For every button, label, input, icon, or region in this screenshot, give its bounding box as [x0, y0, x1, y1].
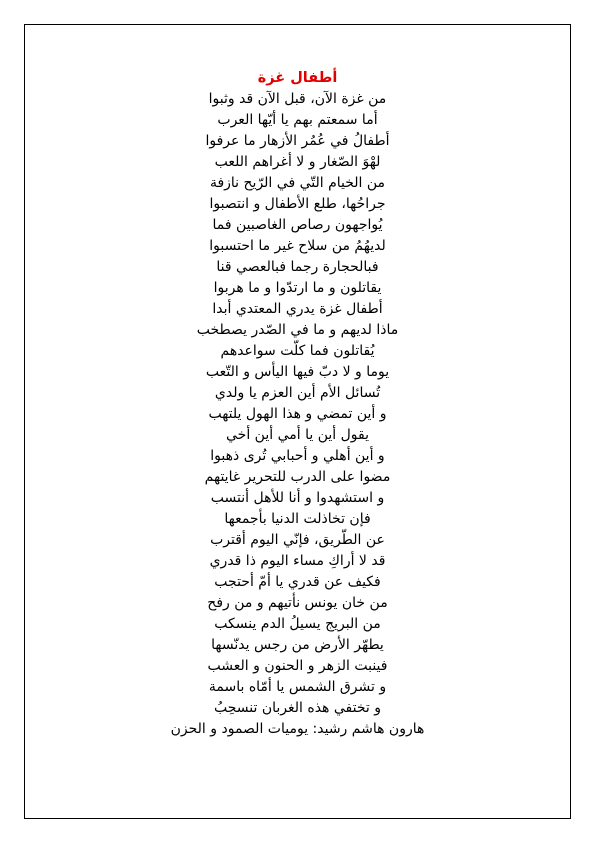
poem-line: لديهُمُ من سلاح غير ما احتسبوا [209, 238, 386, 254]
poem-body [24, 68, 571, 740]
poem-line: من الخيام التّي في الرّيح نازفة [209, 175, 386, 191]
poem-line: مضوا على الدرب للتحرير غايتهم [204, 469, 391, 485]
poem-line: و تختفي هذه الغربان تنسحِبُ [213, 700, 381, 716]
poem-line: و تشرق الشمس يا أمّاه باسمة [208, 679, 387, 695]
poem-line: أطفالُ في عُمُر الأزهار ما عرفوا [205, 133, 390, 149]
poem-line: يقاتلون و ما ارتدّوا و ما هربوا [213, 280, 382, 296]
poem-line: يُواجهون رصاص الغاصبين فما [212, 217, 383, 233]
poem-line: فإن تخاذلت الدنيا بأجمعها [224, 511, 371, 527]
poem-title: أطفال غزة [257, 70, 338, 86]
poem-line: يطهّر الأرض من رجس يدنّسها [211, 637, 384, 653]
poem-line: فكيف عن قدري يا أمّ أحتجب [214, 574, 381, 590]
poem-line: فبالحجارة رجما فبالعصي قنا [216, 259, 379, 275]
poem-line: و أين تمضي و هذا الهول يلتهب [208, 406, 387, 422]
poem-line: و استشهدوا و أنا للأهل أنتسب [210, 490, 385, 506]
poem-line: أطفال غزة يدري المعتدي أبدا [212, 301, 383, 317]
poem-line: من البريج يسيلُ الدم ينسكب [214, 616, 381, 632]
poem-line: يوما و لا دبّ فيها اليأس و التّعب [205, 364, 390, 380]
poem-line: عن الطّريق، فإنّي اليوم أقترب [210, 532, 385, 548]
poem-line: تُسائل الأم أين العزم يا ولدي [214, 385, 381, 401]
poem-line: أما سمعتم بهم يا أيّها العرب [217, 112, 378, 128]
poem-line: يُقاتلون فما كلّت سواعدهم [220, 343, 375, 359]
poem-line: لهْوَ الصّغار و لا أغراهم اللعب [214, 154, 381, 170]
poem-attribution: هارون هاشم رشيد: يوميات الصمود و الحزن [170, 721, 425, 737]
poem-line: من غزة الآن، قبل الآن قد وثبوا [208, 91, 387, 107]
poem-line: يقول أين يا أمي أين أخي [226, 427, 369, 443]
poem-line: قد لا أراكِ مساء اليوم ذا قدري [209, 553, 386, 569]
poem-line: و أين أهلي و أحبابي تُرى ذهبوا [210, 448, 385, 464]
poem-line: من خان يونس نأتيهم و من رفح [207, 595, 388, 611]
poem-line: ماذا لديهم و ما في الصّدر يصطخب [196, 322, 399, 338]
poem-line: فينبت الزهر و الحنون و العشب [207, 658, 388, 674]
poem-line: جراحُها، طلع الأطفال و انتصبوا [209, 196, 386, 212]
